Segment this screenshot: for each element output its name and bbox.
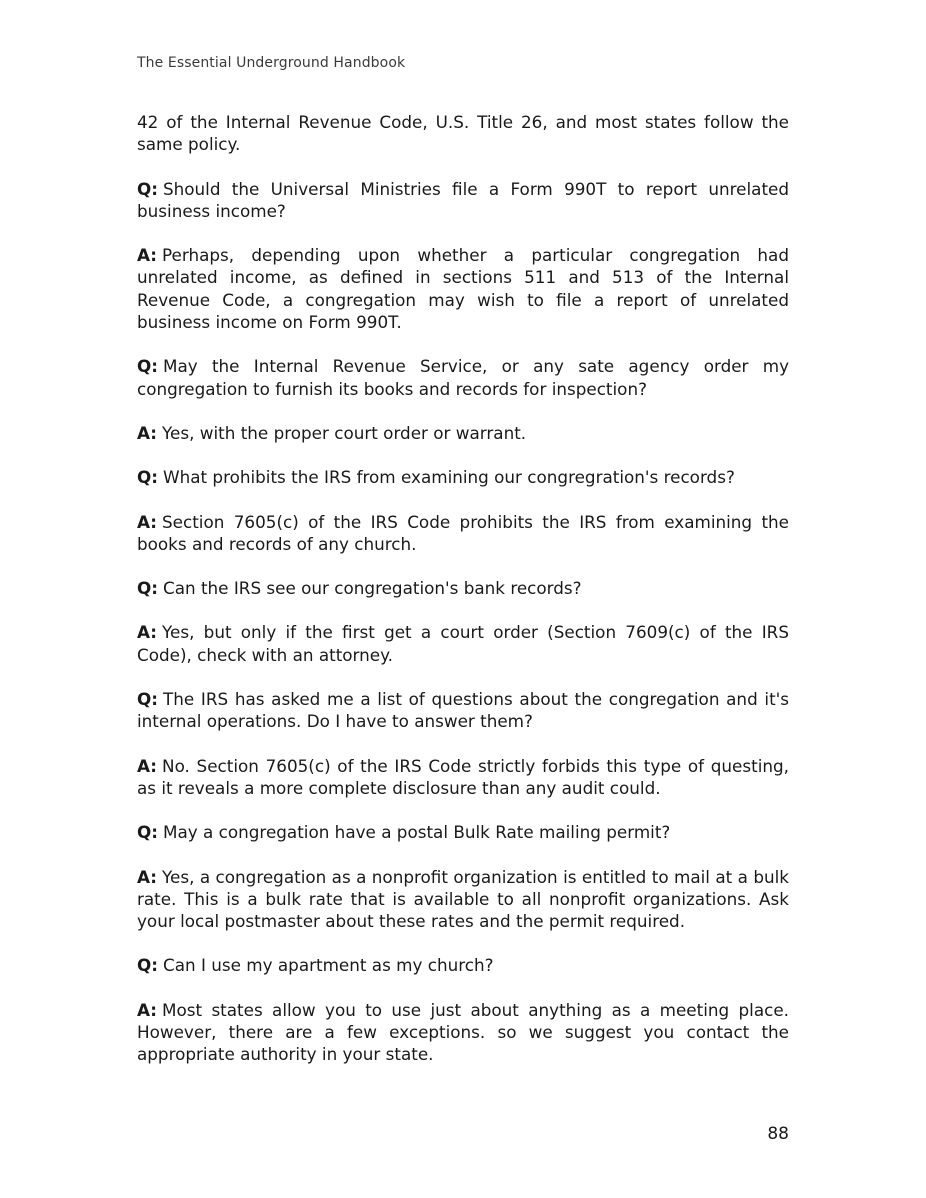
answer: [137, 422, 789, 444]
question-text: May the Internal Revenue Service, or any sate agency order my congregation to furnish its books and records for inspection?: [137, 356, 789, 399]
question: [137, 954, 789, 976]
question-label: Q:: [137, 578, 158, 599]
question-text: May a congregation have a postal Bulk Rate mailing permit?: [162, 822, 671, 843]
question-label: Q:: [137, 467, 158, 488]
question-text: The IRS has asked me a list of questions about the congregation and it's internal operations. Do I have to answer them?: [137, 689, 789, 732]
answer: [137, 621, 789, 666]
paragraph-continuation: [137, 111, 789, 156]
answer-text: Yes, with the proper court order or warrant.: [162, 422, 527, 443]
question: [137, 466, 789, 488]
answer: [137, 866, 789, 933]
paragraph-text: 42 of the Internal Revenue Code, U.S. Title 26, and most states follow the same policy.: [137, 112, 789, 155]
question-text: Can I use my apartment as my church?: [162, 955, 494, 976]
question-label: Q:: [137, 822, 158, 843]
answer-label: A:: [137, 511, 158, 532]
question: [137, 178, 789, 223]
answer: [137, 755, 789, 800]
question-label: Q:: [137, 689, 158, 710]
answer-label: A:: [137, 422, 158, 443]
question: [137, 821, 789, 843]
question-label: Q:: [137, 178, 158, 199]
answer-label: A:: [137, 999, 158, 1020]
answer-label: A:: [137, 245, 158, 266]
answer-text: Section 7605(c) of the IRS Code prohibits the IRS from examining the books and records of any church.: [137, 511, 789, 554]
question-text: What prohibits the IRS from examining our congregration's records?: [162, 467, 735, 488]
question-text: Can the IRS see our congregation's bank records?: [162, 578, 582, 599]
page-body: [137, 111, 789, 1088]
answer-text: Perhaps, depending upon whether a particular congregation had unrelated income, as defined in sections 511 and 513 of the Internal Revenue Code, a congregation may wish to file a report of unrelated business income on Form 990T.: [137, 245, 789, 333]
answer: [137, 244, 789, 333]
answer-text: Yes, a congregation as a nonprofit organization is entitled to mail at a bulk rate. This is a bulk rate that is available to all nonprofit organizations. Ask your local postmaster about these rates and the permit required.: [137, 866, 789, 932]
question-label: Q:: [137, 955, 158, 976]
running-header: The Essential Underground Handbook: [137, 55, 406, 71]
question: [137, 577, 789, 599]
answer-label: A:: [137, 622, 158, 643]
question: [137, 688, 789, 733]
answer-label: A:: [137, 755, 158, 776]
answer-text: No. Section 7605(c) of the IRS Code strictly forbids this type of questing, as it reveals a more complete disclosure than any audit could.: [137, 755, 789, 798]
answer-label: A:: [137, 866, 158, 887]
question-label: Q:: [137, 356, 158, 377]
question: [137, 355, 789, 400]
answer: [137, 511, 789, 556]
page-number: 88: [767, 1124, 789, 1144]
answer: [137, 999, 789, 1066]
answer-text: Most states allow you to use just about anything as a meeting place. However, there are a few exceptions. so we suggest you contact the appropriate authority in your state.: [137, 999, 789, 1065]
question-text: Should the Universal Ministries file a Form 990T to report unrelated business income?: [137, 178, 789, 221]
answer-text: Yes, but only if the first get a court order (Section 7609(c) of the IRS Code), check with an attorney.: [137, 622, 789, 665]
